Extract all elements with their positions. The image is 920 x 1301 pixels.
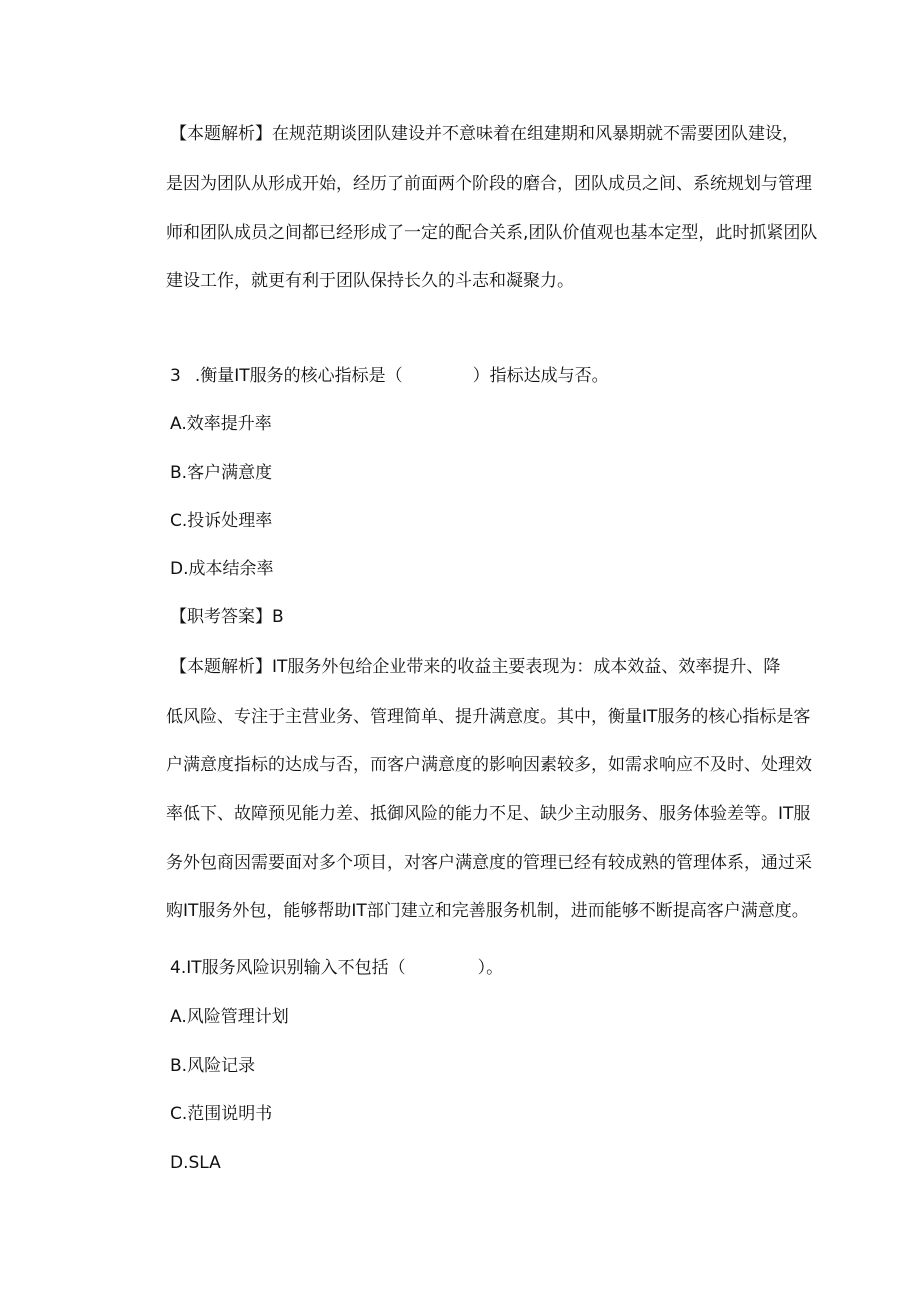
question-3-option-b: B.客户满意度 xyxy=(170,463,273,483)
question-4-stem-after: ）。 xyxy=(477,958,504,978)
question-3-analysis-line-6: 购IT服务外包，能够帮助IT部门建立和完善服务机制，进而能够不断提高客户满意度。 xyxy=(166,901,809,921)
analysis-1-line-1: 【本题解析】在规范期谈团队建设并不意味着在组建期和风暴期就不需要团队建设， xyxy=(170,124,799,144)
question-3-analysis-line-2: 低风险、专注于主营业务、管理简单、提升满意度。其中，衡量IT服务的核心指标是客 xyxy=(166,707,811,727)
question-3-option-c: C.投诉处理率 xyxy=(170,511,273,531)
analysis-1-line-3: 师和团队成员之间都已经形成了一定的配合关系,团队价值观也基本定型，此时抓紧团队 xyxy=(166,223,818,243)
question-3-option-a: A.效率提升率 xyxy=(170,414,272,434)
question-3-analysis-line-4: 率低下、故障预见能力差、抵御风险的能力不足、缺少主动服务、服务体验差等。IT服 xyxy=(166,804,811,824)
question-3-analysis-line-1: 【本题解析】IT服务外包给企业带来的收益主要表现为：成本效益、效率提升、降 xyxy=(170,657,781,677)
question-3-number: 3 xyxy=(170,366,181,386)
question-3-option-d: D.成本结余率 xyxy=(170,559,274,579)
analysis-1-line-2: 是因为团队从形成开始，经历了前面两个阶段的磨合，团队成员之间、系统规划与管理 xyxy=(166,174,812,194)
question-3-analysis-line-5: 务外包商因需要面对多个项目，对客户满意度的管理已经有较成熟的管理体系，通过采 xyxy=(166,853,812,873)
question-4-option-d: D.SLA xyxy=(170,1153,221,1173)
question-3-answer: 【职考答案】B xyxy=(170,607,284,627)
question-4-option-a: A.风险管理计划 xyxy=(170,1007,289,1027)
analysis-1-line-4: 建设工作，就更有利于团队保持长久的斗志和凝聚力。 xyxy=(166,271,574,291)
question-3-stem-before: .衡量IT服务的核心指标是（ xyxy=(194,366,403,386)
question-4-stem-before: 4.IT服务风险识别输入不包括（ xyxy=(170,958,406,978)
question-4-option-b: B.风险记录 xyxy=(170,1056,256,1076)
question-3-analysis-line-3: 户满意度指标的达成与否，而客户满意度的影响因素较多，如需求响应不及时、处理效 xyxy=(166,755,812,775)
question-4-stem xyxy=(170,956,503,980)
question-3-stem xyxy=(170,364,609,388)
question-4-option-c: C.范围说明书 xyxy=(170,1104,273,1124)
question-3-stem-after: ）指标达成与否。 xyxy=(472,366,609,386)
